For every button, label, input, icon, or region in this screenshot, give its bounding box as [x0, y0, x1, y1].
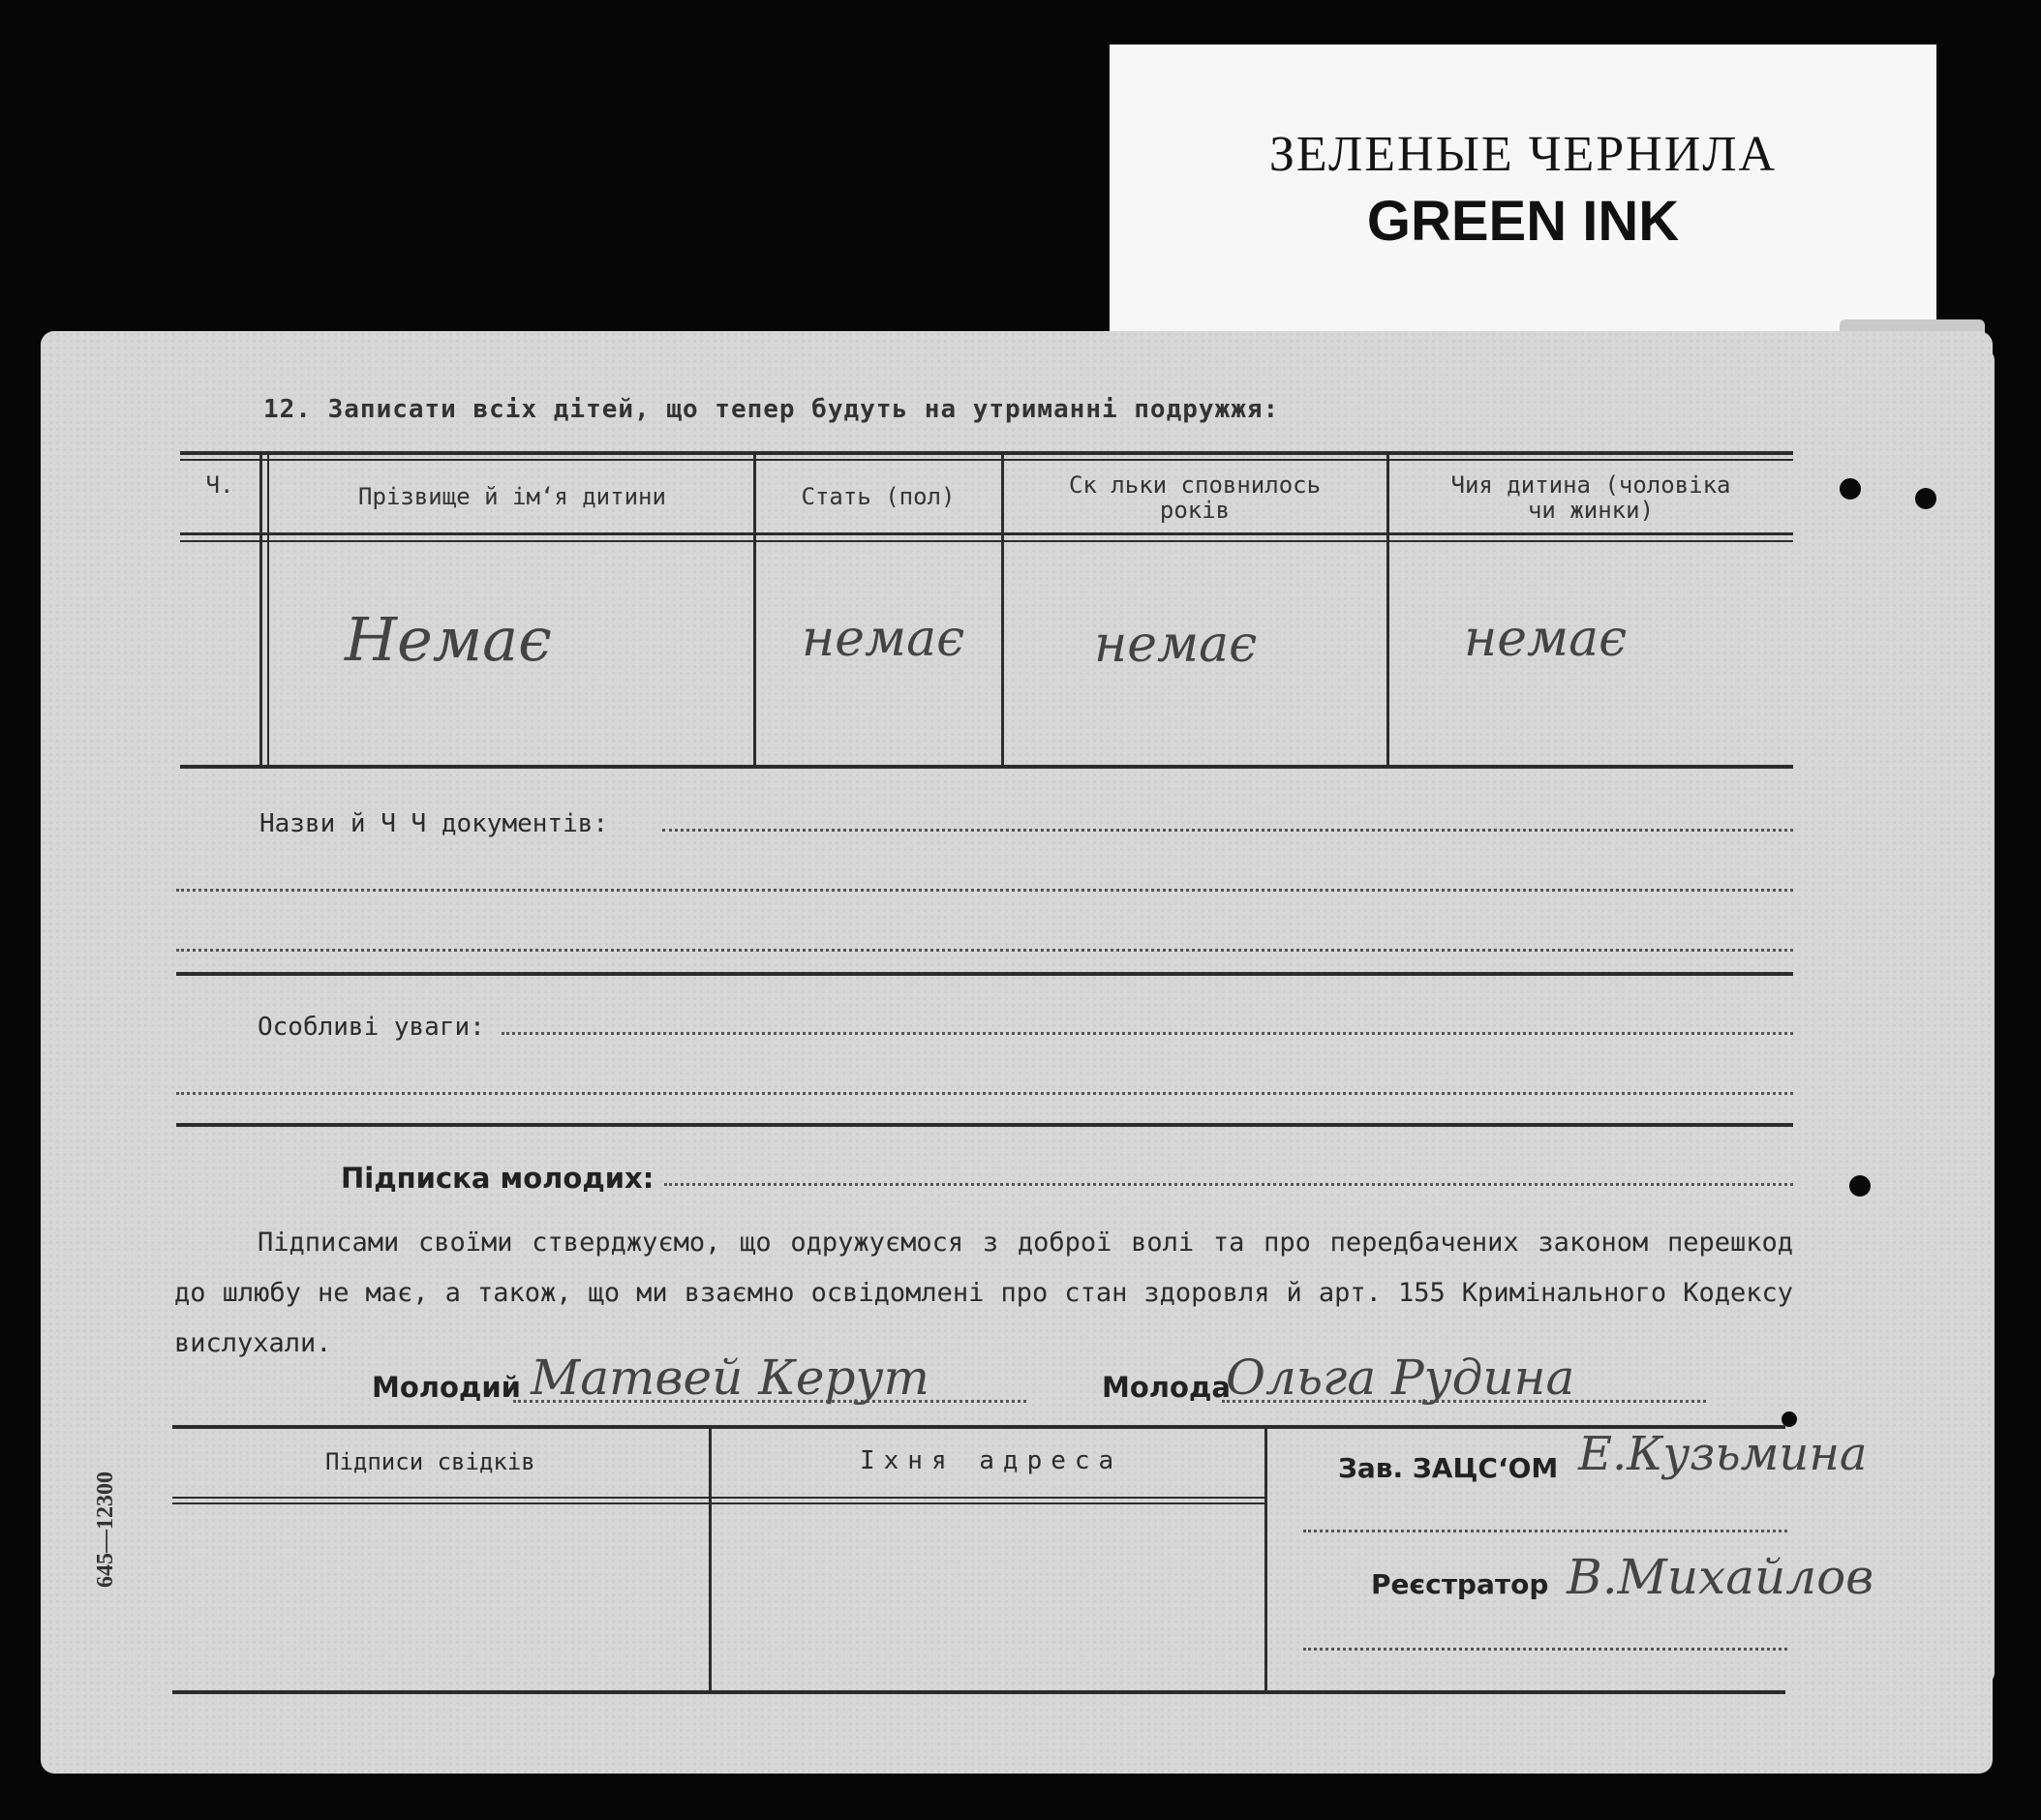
address-header: Іхня адреса	[860, 1446, 1123, 1475]
entry-sex: немає	[802, 610, 965, 668]
table-col-divider	[267, 455, 269, 765]
header-whose-line2: чи жинки)	[1527, 497, 1655, 524]
groom-signature: Матвей Керут	[531, 1350, 929, 1406]
documents-bottom-rule	[176, 972, 1793, 976]
head-label: Зав. ЗАЦС‘ОМ	[1338, 1452, 1559, 1484]
section-title: 12. Записати всіх дітей, що тепер будуть на утриманні подружжя:	[263, 395, 1280, 424]
bottom-rule	[172, 1690, 1785, 1694]
table-bottom-rule	[180, 765, 1793, 769]
header-child-name: Прізвище й ім‘я дитини	[358, 483, 666, 510]
label-english: GREEN INK	[1366, 190, 1680, 253]
declaration-paragraph: Підписами своїми стверджуємо, що одружуємося з доброї волі та про передбачених законом перешкод до шлюбу не має, а також, що ми взаємно освідомлені про стан здоровля й арт. 155 Кримінального Кодексу вислухали.	[174, 1228, 1793, 1358]
header-age-line2: років	[1159, 497, 1231, 524]
documents-label: Назви й Ч Ч документів:	[259, 809, 609, 838]
documents-line[interactable]	[176, 949, 1793, 952]
documents-line[interactable]	[662, 829, 1793, 832]
table-col-divider	[259, 455, 262, 765]
table-top-rule	[180, 451, 1793, 455]
punch-hole	[1840, 478, 1861, 500]
print-code: 645—12300	[93, 1471, 118, 1588]
label-russian: ЗЕЛЕНЫЕ ЧЕРНИЛА	[1268, 127, 1778, 182]
registrar-label: Реєстратор	[1371, 1568, 1549, 1600]
groom-label: Молодий	[372, 1371, 522, 1404]
bride-label: Молода	[1102, 1371, 1231, 1404]
subscription-label: Підписка молодих:	[341, 1162, 655, 1195]
witnesses-header: Підписи свідків	[325, 1448, 535, 1475]
entry-whose: немає	[1464, 610, 1628, 668]
punch-hole	[1849, 1175, 1871, 1197]
witness-header-rule-thin	[172, 1502, 1264, 1504]
table-header-rule-thin	[180, 540, 1793, 542]
punch-hole	[1915, 488, 1936, 509]
bride-signature: Ольга Рудина	[1226, 1350, 1575, 1406]
header-whose-child	[1388, 472, 1793, 523]
bottom-top-rule	[172, 1425, 1785, 1429]
header-whose-line1: Чия дитина (чоловіка	[1450, 471, 1731, 499]
groom-signature-line[interactable]	[513, 1400, 1026, 1403]
header-age	[1003, 472, 1386, 523]
documents-line[interactable]	[176, 889, 1793, 892]
witness-header-rule	[172, 1497, 1264, 1499]
witness-col-divider	[709, 1427, 712, 1692]
header-sex: Стать (пол)	[801, 483, 956, 510]
entry-child-name: Немає	[345, 604, 552, 675]
remarks-label: Особливі уваги:	[258, 1013, 485, 1042]
header-num: Ч.	[205, 471, 234, 499]
remarks-line[interactable]	[176, 1092, 1793, 1095]
official-col-divider	[1264, 1427, 1267, 1692]
table-header-rule	[180, 532, 1793, 535]
declaration-text	[174, 1218, 1793, 1369]
head-signature-line[interactable]	[1303, 1530, 1787, 1532]
entry-age: немає	[1094, 616, 1258, 674]
table-top-rule-thin	[180, 459, 1793, 461]
remarks-bottom-rule	[176, 1123, 1793, 1127]
head-signature: Е.Кузьмина	[1578, 1427, 1868, 1481]
bride-signature-line[interactable]	[1222, 1400, 1706, 1403]
registrar-signature: В.Михайлов	[1567, 1549, 1874, 1605]
remarks-line[interactable]	[502, 1032, 1793, 1035]
subscription-line[interactable]	[664, 1183, 1793, 1186]
header-age-line1: Ск льки сповнилось	[1068, 471, 1322, 499]
registrar-signature-line[interactable]	[1303, 1648, 1787, 1651]
ink-label-card	[1110, 45, 1936, 335]
